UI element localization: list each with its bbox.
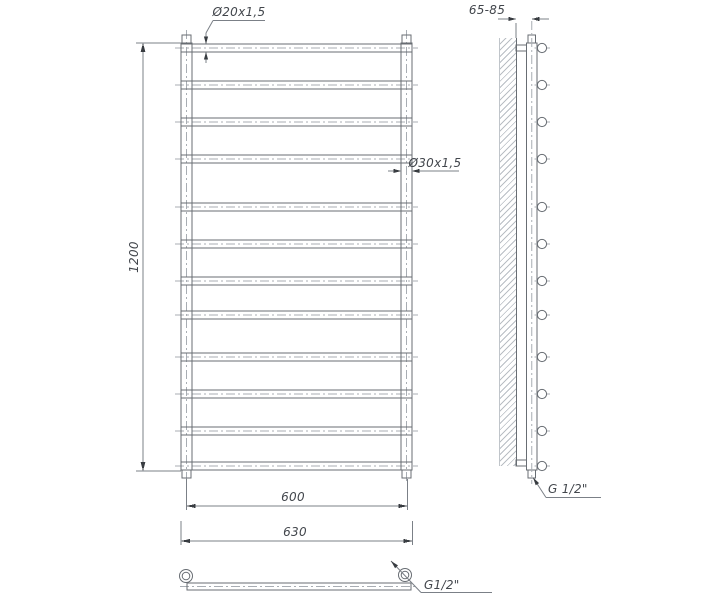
rungs	[181, 44, 412, 470]
collectors	[181, 35, 412, 478]
label-rail-width-600: 600	[281, 490, 305, 504]
label-height-1200: 1200	[127, 241, 141, 273]
dimension-wall-distance	[498, 17, 549, 38]
label-side-thread: G 1/2"	[548, 482, 588, 496]
label-overall-width-630: 630	[283, 525, 307, 539]
label-rung-diameter: Ø20x1,5	[212, 5, 266, 19]
rung-end-circles	[537, 43, 546, 470]
side-view	[498, 17, 601, 498]
plan-collector-circles	[180, 569, 412, 583]
callout-rung-diameter	[204, 21, 265, 64]
dimension-height-1200	[136, 43, 181, 471]
label-collector-diameter: Ø30x1,5	[408, 156, 462, 170]
label-bottom-thread: G1/2"	[424, 578, 460, 592]
front-view	[175, 30, 418, 483]
collector-centerlines	[187, 30, 407, 483]
label-wall-distance: 65-85	[468, 3, 506, 17]
wall-bracket-top	[516, 45, 527, 51]
wall-bracket-bottom	[516, 460, 527, 466]
rung-centerlines	[175, 48, 418, 466]
